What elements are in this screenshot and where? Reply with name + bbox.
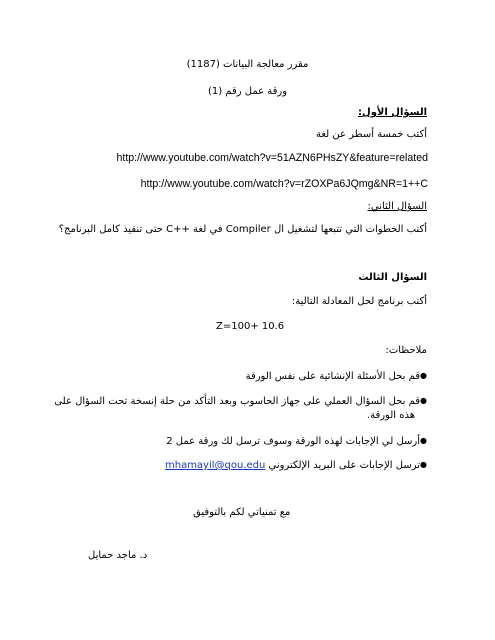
note-item: ●ترسل الإجابات على البريد الإلكتروني mhamayil@qou.edu: [164, 460, 427, 471]
signature: د. ماجد حمايل: [88, 550, 148, 561]
note-item: ●قم بحل الأسئلة الإنشائية على نفس الورقة: [245, 371, 427, 382]
question-3-text: أكتب برنامج لحل المعادلة التالية:: [291, 296, 427, 307]
youtube-link-1[interactable]: http://www.youtube.com/watch?v=51AZN6PHsZY&feature=related: [116, 152, 428, 164]
worksheet-title: ورقة عمل رقم (1): [207, 86, 288, 97]
bullet-icon: ●: [420, 371, 427, 380]
youtube-link-2[interactable]: http://www.youtube.com/watch?v=rZOXPa6JQmg&NR=1‎‏++C: [140, 178, 428, 190]
course-title: مقرر معالجة البيانات (1187): [186, 59, 309, 70]
bullet-icon: ●: [420, 436, 427, 445]
equation: Z=100+ 10.6: [216, 321, 285, 332]
note-item: ●أرسل لي الإجابات لهذه الورقة وسوف ترسل لك ورقة عمل 2: [166, 436, 427, 447]
email-link[interactable]: mhamayil@qou.edu: [164, 460, 266, 471]
bullet-icon: ●: [420, 396, 427, 405]
question-2-heading: السؤال الثاني:: [367, 201, 427, 212]
notes-heading: ملاحظات:: [385, 345, 427, 356]
bullet-icon: ●: [420, 460, 427, 469]
note-item: ●قم بحل السؤال العملي على جهاز الحاسوب وبعد التأكد من حلة إنسخة تحت السؤال على: [54, 396, 427, 407]
question-1-heading: السؤال الأول:: [358, 107, 427, 118]
question-3-heading: السؤال الثالث: [358, 272, 427, 283]
closing-line: مع تمنياتي لكم بالتوفيق: [193, 507, 291, 518]
question-1-prompt: أكتب خمسة أسطر عن لغة: [315, 129, 427, 140]
question-2-text: أكتب الخطوات التي تتبعها لتشغيل ال Compiler في لغة ++C حتى تنفيذ كامل البرنامج؟: [58, 224, 427, 235]
note-item-continued: هذه الورقة.: [366, 410, 415, 421]
